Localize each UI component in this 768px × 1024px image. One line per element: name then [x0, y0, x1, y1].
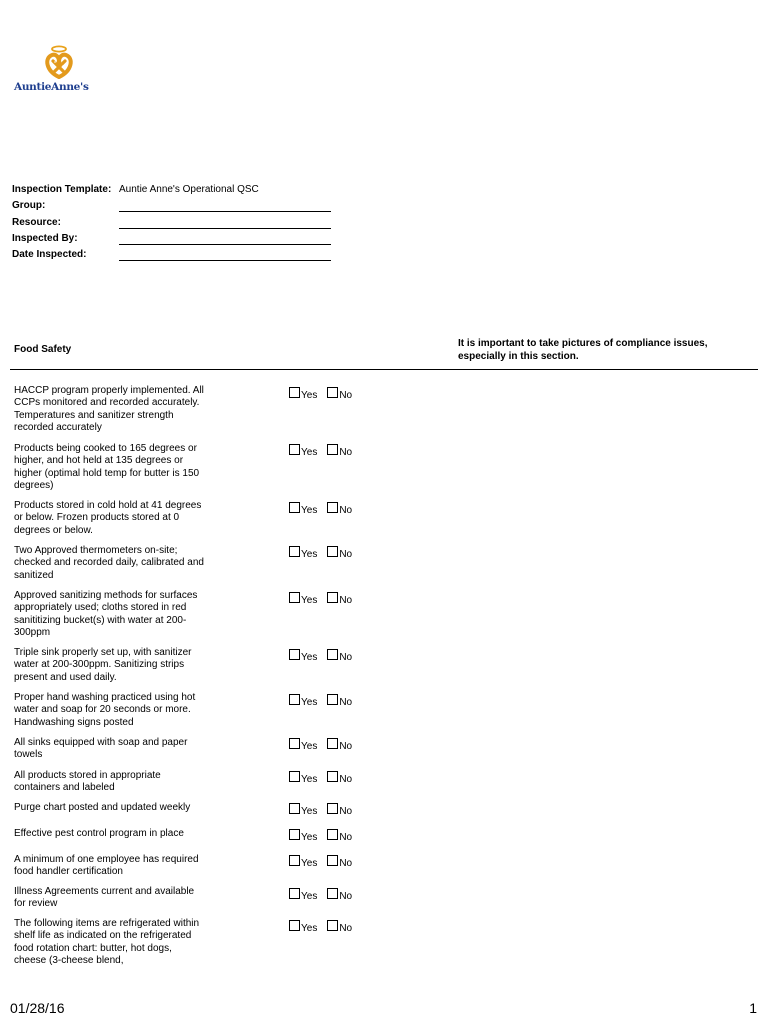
no-label: No — [339, 774, 353, 785]
no-checkbox[interactable] — [327, 649, 338, 660]
yes-checkbox[interactable] — [289, 771, 300, 782]
no-label: No — [339, 858, 353, 869]
no-checkbox[interactable] — [327, 829, 338, 840]
question-text: Triple sink properly set up, with sanitizer water at 200-300ppm. Sanitizing strips present and used daily. — [14, 647, 192, 683]
yes-label: Yes — [301, 774, 318, 785]
yes-checkbox[interactable] — [289, 694, 300, 705]
yes-label: Yes — [301, 832, 318, 843]
yes-checkbox[interactable] — [289, 649, 300, 660]
date-inspected-label: Date Inspected: — [12, 249, 87, 261]
yes-label: Yes — [301, 447, 318, 458]
no-label: No — [339, 447, 353, 458]
answer-options — [289, 888, 353, 902]
no-label: No — [339, 595, 353, 606]
group-label: Group: — [12, 200, 46, 212]
page-number: 1 — [749, 1000, 757, 1016]
no-label: No — [339, 923, 353, 934]
yes-checkbox[interactable] — [289, 444, 300, 455]
section-title: Food Safety — [14, 344, 72, 355]
answer-options — [289, 855, 353, 869]
yes-checkbox[interactable] — [289, 855, 300, 866]
template-value: Auntie Anne's Operational QSC — [119, 184, 259, 195]
yes-label: Yes — [301, 595, 318, 606]
answer-options — [289, 592, 353, 606]
template-label: Inspection Template: — [12, 184, 112, 195]
no-label: No — [339, 806, 353, 817]
no-checkbox[interactable] — [327, 444, 338, 455]
yes-checkbox[interactable] — [289, 920, 300, 931]
question-text: Products being cooked to 165 degrees or higher, and hot held at 135 degrees or higher (optimal hold temp for butter is 150 degrees) — [14, 443, 200, 492]
no-label: No — [339, 390, 353, 401]
answer-options — [289, 649, 353, 663]
no-checkbox[interactable] — [327, 546, 338, 557]
yes-label: Yes — [301, 806, 318, 817]
no-checkbox[interactable] — [327, 803, 338, 814]
question-text: Proper hand washing practiced using hot water and soap for 20 seconds or more. Handwashing signs posted — [14, 692, 196, 728]
answer-options — [289, 771, 353, 785]
yes-label: Yes — [301, 549, 318, 560]
answer-options — [289, 694, 353, 708]
yes-checkbox[interactable] — [289, 546, 300, 557]
no-label: No — [339, 505, 353, 516]
inspected-by-field[interactable] — [119, 244, 331, 245]
question-text: Effective pest control program in place — [14, 828, 184, 839]
question-text: All products stored in appropriate containers and labeled — [14, 770, 161, 794]
answer-options — [289, 546, 353, 560]
yes-label: Yes — [301, 741, 318, 752]
section-note: It is important to take pictures of compliance issues, especially in this section. — [458, 338, 708, 362]
no-checkbox[interactable] — [327, 592, 338, 603]
no-label: No — [339, 741, 353, 752]
pretzel-halo-icon — [42, 44, 76, 82]
yes-checkbox[interactable] — [289, 738, 300, 749]
resource-label: Resource: — [12, 216, 61, 228]
answer-options — [289, 444, 353, 458]
logo-wordmark: AuntieAnne's — [14, 81, 89, 93]
yes-checkbox[interactable] — [289, 888, 300, 899]
question-text: Approved sanitizing methods for surfaces appropriately used; cloths stored in red sanititizing bucket(s) with water at 200-300ppm — [14, 590, 198, 639]
question-text: HACCP program properly implemented. All CCPs monitored and recorded accurately. Temperatures and sanitizer strength recorded accurately — [14, 385, 204, 434]
answer-options — [289, 803, 353, 817]
answer-options — [289, 387, 353, 401]
no-checkbox[interactable] — [327, 502, 338, 513]
question-text: The following items are refrigerated within shelf life as indicated on the refrigerated food rotation chart: butter, hot dogs, cheese (3-cheese blend, — [14, 918, 200, 967]
yes-checkbox[interactable] — [289, 829, 300, 840]
question-text: Purge chart posted and updated weekly — [14, 802, 191, 813]
section-divider — [10, 369, 758, 370]
yes-label: Yes — [301, 923, 318, 934]
no-label: No — [339, 891, 353, 902]
no-checkbox[interactable] — [327, 855, 338, 866]
auntie-annes-logo — [14, 44, 106, 96]
answer-options — [289, 829, 353, 843]
group-field[interactable] — [119, 211, 331, 212]
question-text: All sinks equipped with soap and paper towels — [14, 737, 188, 761]
yes-label: Yes — [301, 652, 318, 663]
no-label: No — [339, 697, 353, 708]
no-label: No — [339, 549, 353, 560]
yes-checkbox[interactable] — [289, 803, 300, 814]
yes-checkbox[interactable] — [289, 592, 300, 603]
question-text: Two Approved thermometers on-site; checked and recorded daily, calibrated and sanitized — [14, 545, 204, 581]
no-checkbox[interactable] — [327, 888, 338, 899]
no-checkbox[interactable] — [327, 920, 338, 931]
yes-label: Yes — [301, 858, 318, 869]
no-checkbox[interactable] — [327, 387, 338, 398]
yes-label: Yes — [301, 891, 318, 902]
no-checkbox[interactable] — [327, 771, 338, 782]
no-checkbox[interactable] — [327, 738, 338, 749]
question-text: Products stored in cold hold at 41 degrees or below. Frozen products stored at 0 degrees or below. — [14, 500, 202, 536]
no-label: No — [339, 652, 353, 663]
question-text: Illness Agreements current and available for review — [14, 886, 195, 910]
yes-label: Yes — [301, 697, 318, 708]
yes-checkbox[interactable] — [289, 502, 300, 513]
answer-options — [289, 738, 353, 752]
question-text: A minimum of one employee has required food handler certification — [14, 854, 199, 878]
inspected-by-label: Inspected By: — [12, 232, 78, 244]
answer-options — [289, 502, 353, 516]
no-checkbox[interactable] — [327, 694, 338, 705]
date-inspected-field[interactable] — [119, 260, 331, 261]
no-label: No — [339, 832, 353, 843]
yes-label: Yes — [301, 505, 318, 516]
footer-date: 01/28/16 — [10, 1000, 65, 1016]
answer-options — [289, 920, 353, 934]
yes-checkbox[interactable] — [289, 387, 300, 398]
resource-field[interactable] — [119, 228, 331, 229]
yes-label: Yes — [301, 390, 318, 401]
